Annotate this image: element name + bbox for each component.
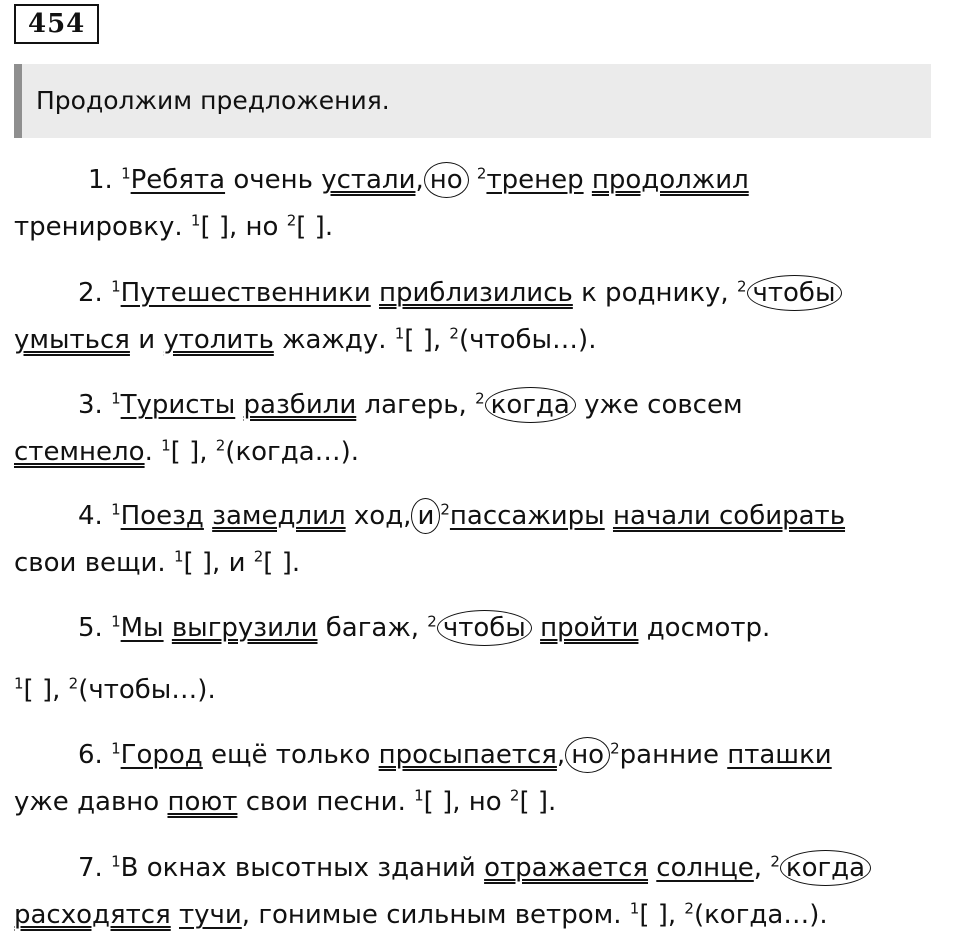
scheme: [ ].: [263, 548, 301, 578]
text: [235, 390, 243, 420]
predicate: просыпается: [378, 740, 557, 770]
sentence-1-line-1: [88, 162, 749, 198]
clause-index: 2: [427, 612, 437, 631]
clause-index: 1: [111, 739, 121, 758]
clause-index: 2: [476, 164, 487, 183]
clause-index: 2: [684, 899, 694, 918]
scheme: [ ], но: [200, 212, 287, 242]
scheme: [ ],: [23, 675, 69, 705]
text: уже давно: [14, 787, 168, 817]
predicate: пройти: [540, 613, 639, 643]
text: , гонимые сильным ветром.: [241, 900, 630, 930]
predicate: разбили: [243, 390, 357, 420]
conjunction-circled: когда: [780, 850, 871, 886]
conjunction-circled: но: [424, 162, 469, 198]
clause-index: 2: [286, 211, 297, 230]
text: багаж,: [317, 613, 428, 643]
clause-index: 2: [68, 674, 79, 693]
predicate: начали собирать: [612, 501, 846, 531]
sentence-7-line-2: [14, 898, 828, 932]
predicate: расходятся: [14, 900, 171, 930]
text: жажду.: [273, 325, 395, 355]
scheme: [ ], но: [423, 787, 510, 817]
text: [605, 501, 613, 531]
exercise-number: 454: [14, 4, 99, 44]
text: уже совсем: [575, 390, 743, 420]
clause-index: 1: [121, 164, 131, 183]
sentence-6-line-2: [14, 785, 556, 819]
conjunction-circled: но: [565, 737, 610, 773]
clause-index: 2: [253, 547, 264, 566]
scheme: [ ].: [296, 212, 334, 242]
text: свои вещи.: [14, 548, 174, 578]
sentence-number: 5.: [78, 613, 103, 643]
sentence-2-line-1: [78, 275, 842, 311]
text: свои песни.: [237, 787, 415, 817]
subject: тучи: [179, 900, 242, 930]
subject: пташки: [727, 740, 832, 770]
conjunction-circled: и: [411, 498, 440, 534]
sentence-number: 4.: [78, 501, 103, 531]
predicate: приблизились: [379, 278, 573, 308]
text: В окнах высотных зданий: [120, 853, 485, 883]
text: ранние: [619, 740, 728, 770]
predicate: поют: [167, 787, 238, 817]
text: к роднику,: [572, 278, 737, 308]
predicate: продолжил: [591, 165, 749, 195]
clause-index: 2: [770, 852, 780, 871]
task-banner: [14, 64, 931, 138]
subject: Поезд: [120, 501, 204, 531]
predicate: устали: [321, 165, 416, 195]
subject: солнце: [656, 853, 754, 883]
predicate: умыться: [14, 325, 130, 355]
predicate: выгрузили: [171, 613, 318, 643]
sentence-number: 1.: [88, 165, 113, 195]
sentence-6-line-1: [78, 737, 832, 773]
sentence-number: 2.: [78, 278, 103, 308]
clause-index: 1: [111, 277, 121, 296]
text: [164, 613, 172, 643]
sentence-4-line-2: [14, 546, 300, 580]
text: [204, 501, 212, 531]
text: очень: [225, 165, 322, 195]
subject: Город: [120, 740, 203, 770]
clause-index: 2: [509, 786, 520, 805]
sentence-7-line-1: [78, 850, 871, 886]
clause-index: 2: [449, 324, 459, 343]
clause-index: 2: [610, 739, 620, 758]
text: ещё только: [202, 740, 379, 770]
clause-index: 2: [215, 436, 226, 455]
scheme: [ ],: [404, 325, 450, 355]
text: лагерь,: [356, 390, 476, 420]
scheme: (когда…).: [693, 900, 828, 930]
clause-index: 2: [440, 500, 450, 519]
conjunction-circled: чтобы: [747, 275, 842, 311]
predicate: стемнело: [14, 437, 145, 467]
scheme: [ ], и: [183, 548, 254, 578]
clause-index: 2: [475, 389, 485, 408]
predicate: отражается: [484, 853, 649, 883]
clause-index: 1: [629, 899, 640, 918]
subject: Ребята: [130, 165, 226, 195]
text: [532, 613, 540, 643]
predicate: замедлил: [212, 501, 346, 531]
sentence-number: 7.: [78, 853, 103, 883]
sentence-4-line-1: [78, 498, 845, 534]
sentence-2-line-2: [14, 323, 596, 357]
scheme: (когда…).: [225, 437, 360, 467]
sentence-number: 3.: [78, 390, 103, 420]
subject: тренер: [486, 165, 584, 195]
sentence-5-line-2: [14, 673, 216, 707]
conjunction-circled: когда: [485, 387, 576, 423]
text: [584, 165, 592, 195]
clause-index: 1: [111, 389, 121, 408]
clause-index: 2: [736, 277, 747, 296]
subject: Путешественники: [120, 278, 371, 308]
sentence-1-line-2: [14, 210, 333, 244]
conjunction-circled: чтобы: [437, 610, 532, 646]
sentence-5-line-1: [78, 610, 770, 646]
subject: Мы: [120, 613, 164, 643]
clause-index: 1: [14, 674, 24, 693]
text: досмотр.: [638, 613, 771, 643]
scheme: [ ],: [170, 437, 216, 467]
text: ,: [753, 853, 771, 883]
sentence-3-line-1: [78, 387, 743, 423]
clause-index: 1: [111, 852, 121, 871]
text: ,: [415, 165, 424, 195]
scheme: (чтобы…).: [78, 675, 216, 705]
clause-index: 1: [173, 547, 184, 566]
clause-index: 1: [394, 324, 405, 343]
sentence-3-line-2: [14, 435, 359, 469]
text: [171, 900, 179, 930]
text: [371, 278, 379, 308]
clause-index: 1: [414, 786, 424, 805]
subject: пассажиры: [449, 501, 605, 531]
sentence-number: 6.: [78, 740, 103, 770]
predicate: утолить: [163, 325, 274, 355]
task-text: Продолжим предложения.: [36, 86, 390, 115]
clause-index: 1: [111, 500, 121, 519]
clause-index: 1: [161, 436, 171, 455]
text: тренировку.: [14, 212, 191, 242]
scheme: [ ].: [519, 787, 557, 817]
clause-index: 1: [111, 612, 121, 631]
clause-index: 1: [190, 211, 201, 230]
text: ход,: [345, 501, 412, 531]
text: .: [144, 437, 162, 467]
text: и: [129, 325, 164, 355]
scheme: [ ],: [639, 900, 685, 930]
scheme: (чтобы…).: [458, 325, 597, 355]
subject: Туристы: [120, 390, 236, 420]
text: ,: [556, 740, 566, 770]
